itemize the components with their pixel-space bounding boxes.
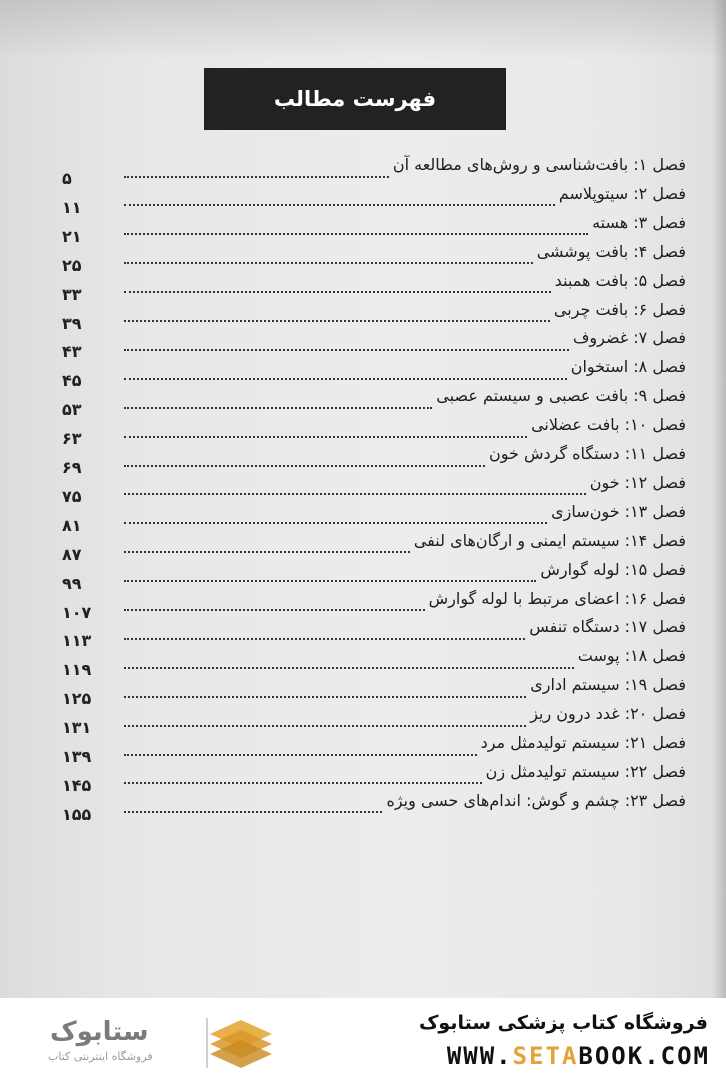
toc-page-number: ۹۹ [62,573,82,593]
store-url-link[interactable] [447,1042,710,1070]
logo-tagline: فروشگاه اینترنتی کتاب [48,1050,153,1063]
toc-chapter-title: فصل ۷: غضروف [572,328,686,348]
toc-dot-leader [124,680,526,698]
toc-page-number: ۱۳۱ [62,718,92,738]
toc-dot-leader [124,420,527,438]
toc-chapter-title: فصل ۹: بافت عصبی و سیستم عصبی [436,386,686,406]
toc-chapter-title: فصل ۳: هسته [592,212,686,232]
toc-chapter-title: فصل ۸: استخوان [570,357,686,377]
toc-page-number: ۵ [62,169,72,188]
toc-dot-leader [124,535,410,553]
toc-page-number: ۱۴۵ [62,775,92,795]
toc-chapter-title: فصل ۱۳: خون‌سازی [551,501,686,521]
toc-entry [62,497,686,535]
toc-entry [62,641,686,680]
toc-entry [62,728,686,766]
toc-chapter-title: فصل ۶: بافت چربی [553,299,686,319]
toc-page-number: ۱۵۵ [62,804,92,824]
url-suffix: BOOK.COM [578,1042,710,1070]
toc-dot-leader [124,593,425,611]
toc-chapter-title: فصل ۲۳: چشم و گوش: اندام‌های حسی ویژه [386,790,686,810]
toc-chapter-title: فصل ۱۲: خون [589,472,686,492]
toc-entry [62,555,686,593]
toc-page-number: ۶۹ [62,458,82,477]
toc-page-number: ۱۲۵ [62,689,92,709]
toc-entry [62,757,686,795]
toc-entry [62,150,686,188]
toc-entry [62,439,686,477]
toc-chapter-title: فصل ۲۱: سیستم تولیدمثل مرد [480,733,686,752]
toc-heading-text: فهرست مطالب [273,87,437,111]
toc-chapter-title: فصل ۱: بافت‌شناسی و روش‌های مطالعه آن [392,155,686,174]
toc-chapter-title: فصل ۱۰: بافت عضلانی [531,415,686,435]
toc-entry [62,584,686,622]
toc-dot-leader [124,333,569,351]
toc-entry [62,526,686,564]
url-prefix: WWW. [446,1042,513,1070]
toc-chapter-title: فصل ۱۹: سیستم اداری [530,675,686,695]
toc-dot-leader [124,709,526,727]
toc-page-number: ۲۱ [62,226,82,246]
toc-entry [62,295,686,333]
toc-entry [62,208,686,246]
logo-wordmark: ستابوک [50,1017,149,1047]
toc-page-number: ۱۰۷ [62,602,92,622]
toc-page-number: ۳۳ [62,284,82,304]
toc-chapter-title: فصل ۲: سیتوپلاسم [558,183,686,203]
toc-entry [62,612,686,651]
toc-chapter-title: فصل ۱۱: دستگاه گردش خون [488,444,686,463]
toc-entry [62,323,686,362]
toc-dot-leader [124,275,551,293]
toc-dot-leader [124,391,432,409]
toc-entry [62,352,686,391]
toc-page-number: ۸۷ [62,544,82,564]
toc-dot-leader [124,651,574,669]
toc-entry [62,179,686,217]
toc-chapter-title: فصل ۱۶: اعضای مرتبط با لوله گوارش [428,588,686,608]
footer-banner [0,998,726,1079]
toc-chapter-title: فصل ۱۷: دستگاه تنفس [529,617,686,637]
toc-chapter-title: فصل ۲۲: سیستم تولیدمثل زن [485,761,686,781]
toc-dot-leader [124,477,586,495]
toc-dot-leader [124,160,389,178]
toc-dot-leader [124,766,482,784]
toc-dot-leader [124,362,567,380]
toc-page-number: ۵۳ [62,400,82,420]
toc-dot-leader [124,564,536,582]
toc-dot-leader [124,738,477,756]
toc-chapter-title: فصل ۴: بافت پوششی [536,241,686,261]
store-name: فروشگاه کتاب پزشکی ستابوک [418,1012,708,1034]
toc-page-number: ۷۵ [62,486,82,506]
toc-entry [62,410,686,449]
toc-page-number: ۱۱ [62,197,82,217]
toc-page-number: ۴۵ [62,371,82,391]
toc-entry [62,670,686,709]
toc-entry [62,237,686,275]
toc-entry [62,786,686,824]
toc-chapter-title: فصل ۱۸: پوست [577,646,686,666]
toc-page-number: ۱۳۹ [62,747,92,766]
toc-dot-leader [124,304,550,322]
store-logo[interactable] [10,1012,280,1072]
toc-entry [62,468,686,506]
toc-entry [62,699,686,738]
toc-page-number: ۱۱۹ [62,660,92,680]
toc-page-number: ۱۱۳ [62,631,92,651]
toc-chapter-title: فصل ۱۵: لوله گوارش [540,559,686,579]
toc-dot-leader [124,188,555,206]
toc-chapter-title: فصل ۵: بافت همبند [554,270,686,290]
toc-dot-leader [124,622,525,640]
toc-page-number: ۲۵ [62,255,82,275]
toc-dot-leader [124,506,547,524]
store-logo-icon [206,1016,276,1068]
toc-entry [62,381,686,420]
toc-dot-leader [124,795,382,813]
toc-page-number: ۸۱ [62,515,82,535]
toc-dot-leader [124,217,588,235]
toc-dot-leader [124,449,485,467]
toc-page-number: ۶۳ [62,429,82,449]
toc-chapter-title: فصل ۲۰: غدد درون ریز [530,704,686,724]
toc-page-number: ۳۹ [62,313,82,333]
toc-entry [62,266,686,304]
logo-divider [206,1018,208,1068]
toc-page-number: ۴۳ [62,342,82,362]
toc-chapter-title: فصل ۱۴: سیستم ایمنی و ارگان‌های لنفی [413,530,686,550]
toc-dot-leader [124,246,533,264]
url-accent: SETA [512,1042,579,1070]
